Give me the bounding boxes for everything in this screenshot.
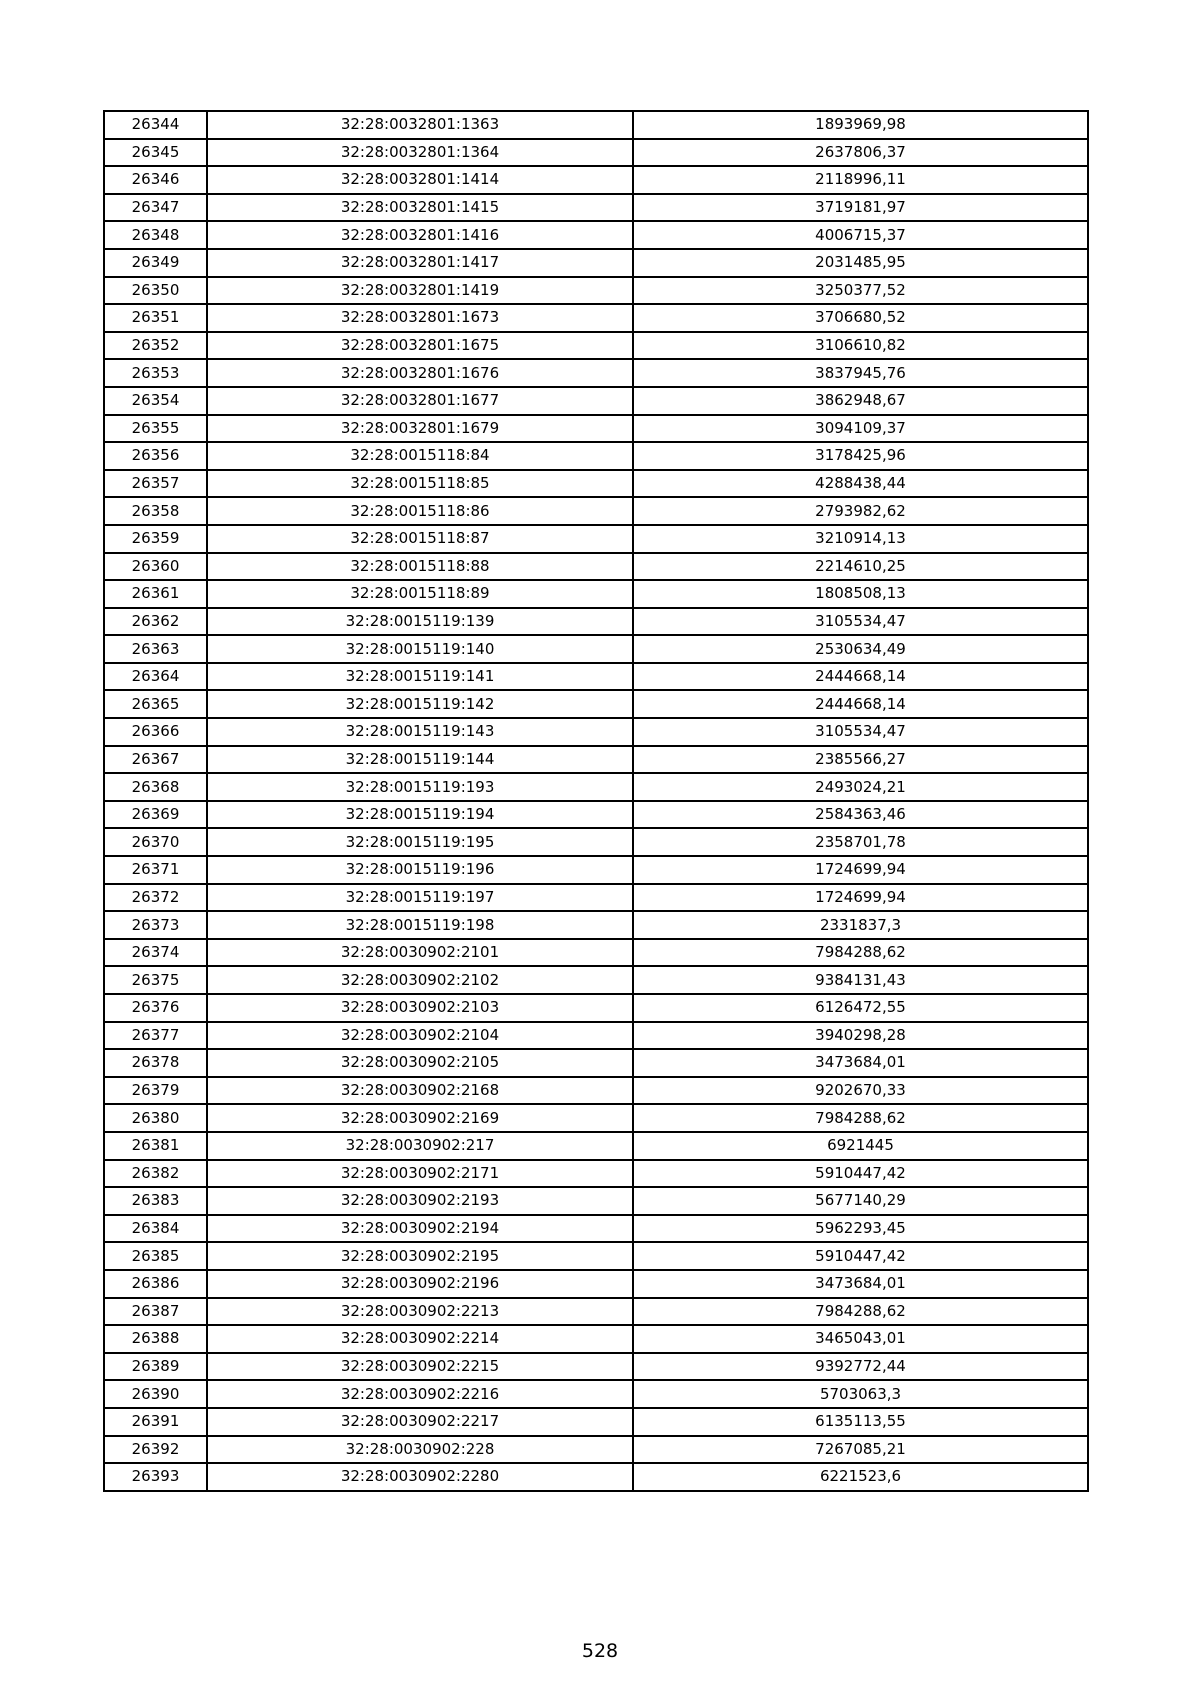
row-number-cell: 26360 [104, 553, 207, 581]
value-cell: 3473684,01 [633, 1049, 1088, 1077]
row-number-cell: 26354 [104, 387, 207, 415]
table-row [104, 635, 1088, 663]
table-row [104, 1408, 1088, 1436]
cadastral-number-cell: 32:28:0032801:1417 [207, 249, 633, 277]
value-cell: 7984288,62 [633, 1298, 1088, 1326]
row-number-cell: 26377 [104, 1022, 207, 1050]
cadastral-number-cell: 32:28:0015118:86 [207, 497, 633, 525]
table-row [104, 1298, 1088, 1326]
cadastral-number-cell: 32:28:0030902:2105 [207, 1049, 633, 1077]
cadastral-number-cell: 32:28:0032801:1673 [207, 304, 633, 332]
row-number-cell: 26379 [104, 1077, 207, 1105]
value-cell: 3178425,96 [633, 442, 1088, 470]
table-row [104, 304, 1088, 332]
cadastral-number-cell: 32:28:0015118:87 [207, 525, 633, 553]
row-number-cell: 26363 [104, 635, 207, 663]
row-number-cell: 26352 [104, 332, 207, 360]
value-cell: 2584363,46 [633, 801, 1088, 829]
table-row [104, 994, 1088, 1022]
cadastral-number-cell: 32:28:0030902:2171 [207, 1160, 633, 1188]
cadastral-number-cell: 32:28:0030902:2194 [207, 1215, 633, 1243]
cadastral-number-cell: 32:28:0015119:194 [207, 801, 633, 829]
value-cell: 1808508,13 [633, 580, 1088, 608]
cadastral-number-cell: 32:28:0032801:1416 [207, 221, 633, 249]
cadastral-number-cell: 32:28:0032801:1677 [207, 387, 633, 415]
value-cell: 2385566,27 [633, 746, 1088, 774]
cadastral-number-cell: 32:28:0030902:2217 [207, 1408, 633, 1436]
value-cell: 9202670,33 [633, 1077, 1088, 1105]
value-cell: 6221523,6 [633, 1463, 1088, 1491]
value-cell: 3210914,13 [633, 525, 1088, 553]
table-row [104, 801, 1088, 829]
cadastral-number-cell: 32:28:0032801:1675 [207, 332, 633, 360]
table-row [104, 746, 1088, 774]
table-row [104, 1436, 1088, 1464]
table-row [104, 1270, 1088, 1298]
value-cell: 6126472,55 [633, 994, 1088, 1022]
row-number-cell: 26389 [104, 1353, 207, 1381]
cadastral-number-cell: 32:28:0030902:2193 [207, 1187, 633, 1215]
cadastral-number-cell: 32:28:0015119:143 [207, 718, 633, 746]
value-cell: 3106610,82 [633, 332, 1088, 360]
row-number-cell: 26361 [104, 580, 207, 608]
cadastral-number-cell: 32:28:0015119:195 [207, 828, 633, 856]
cadastral-number-cell: 32:28:0030902:2216 [207, 1380, 633, 1408]
table-row [104, 1104, 1088, 1132]
row-number-cell: 26383 [104, 1187, 207, 1215]
value-cell: 2031485,95 [633, 249, 1088, 277]
cadastral-number-cell: 32:28:0015118:85 [207, 470, 633, 498]
row-number-cell: 26381 [104, 1132, 207, 1160]
row-number-cell: 26388 [104, 1325, 207, 1353]
table-row [104, 939, 1088, 967]
cadastral-number-cell: 32:28:0015119:197 [207, 884, 633, 912]
value-cell: 7984288,62 [633, 1104, 1088, 1132]
value-cell: 7984288,62 [633, 939, 1088, 967]
cadastral-number-cell: 32:28:0030902:2168 [207, 1077, 633, 1105]
table-row [104, 1463, 1088, 1491]
value-cell: 2493024,21 [633, 773, 1088, 801]
row-number-cell: 26357 [104, 470, 207, 498]
row-number-cell: 26378 [104, 1049, 207, 1077]
table-row [104, 1215, 1088, 1243]
cadastral-number-cell: 32:28:0015119:196 [207, 856, 633, 884]
table-row [104, 580, 1088, 608]
row-number-cell: 26353 [104, 359, 207, 387]
row-number-cell: 26367 [104, 746, 207, 774]
table-row [104, 690, 1088, 718]
row-number-cell: 26380 [104, 1104, 207, 1132]
value-cell: 2331837,3 [633, 911, 1088, 939]
value-cell: 3862948,67 [633, 387, 1088, 415]
value-cell: 5677140,29 [633, 1187, 1088, 1215]
cadastral-number-cell: 32:28:0015119:141 [207, 663, 633, 691]
table-row [104, 553, 1088, 581]
cadastral-number-cell: 32:28:0015119:193 [207, 773, 633, 801]
value-cell: 3105534,47 [633, 608, 1088, 636]
cadastral-number-cell: 32:28:0015118:84 [207, 442, 633, 470]
table-row [104, 608, 1088, 636]
value-cell: 7267085,21 [633, 1436, 1088, 1464]
table-row [104, 332, 1088, 360]
value-cell: 5703063,3 [633, 1380, 1088, 1408]
row-number-cell: 26382 [104, 1160, 207, 1188]
table-row [104, 166, 1088, 194]
value-cell: 2214610,25 [633, 553, 1088, 581]
cadastral-number-cell: 32:28:0030902:2280 [207, 1463, 633, 1491]
cadastral-number-cell: 32:28:0030902:2104 [207, 1022, 633, 1050]
table-row [104, 277, 1088, 305]
row-number-cell: 26347 [104, 194, 207, 222]
table-row [104, 415, 1088, 443]
cadastral-number-cell: 32:28:0030902:2196 [207, 1270, 633, 1298]
value-cell: 2530634,49 [633, 635, 1088, 663]
cadastral-number-cell: 32:28:0030902:2215 [207, 1353, 633, 1381]
table-row [104, 1132, 1088, 1160]
table-row [104, 1022, 1088, 1050]
value-cell: 6921445 [633, 1132, 1088, 1160]
table-row [104, 1353, 1088, 1381]
cadastral-number-cell: 32:28:0032801:1679 [207, 415, 633, 443]
cadastral-number-cell: 32:28:0015118:88 [207, 553, 633, 581]
cadastral-number-cell: 32:28:0015119:144 [207, 746, 633, 774]
row-number-cell: 26368 [104, 773, 207, 801]
table-row [104, 221, 1088, 249]
value-cell: 3473684,01 [633, 1270, 1088, 1298]
cadastral-number-cell: 32:28:0030902:2103 [207, 994, 633, 1022]
value-cell: 4006715,37 [633, 221, 1088, 249]
value-cell: 5910447,42 [633, 1160, 1088, 1188]
cadastral-number-cell: 32:28:0030902:2214 [207, 1325, 633, 1353]
table-row [104, 663, 1088, 691]
table-row [104, 111, 1088, 139]
table-row [104, 194, 1088, 222]
table-row [104, 884, 1088, 912]
row-number-cell: 26359 [104, 525, 207, 553]
cadastral-number-cell: 32:28:0030902:228 [207, 1436, 633, 1464]
row-number-cell: 26373 [104, 911, 207, 939]
table-body [104, 111, 1088, 1491]
row-number-cell: 26390 [104, 1380, 207, 1408]
row-number-cell: 26391 [104, 1408, 207, 1436]
value-cell: 3719181,97 [633, 194, 1088, 222]
cadastral-number-cell: 32:28:0015119:139 [207, 608, 633, 636]
row-number-cell: 26362 [104, 608, 207, 636]
value-cell: 2118996,11 [633, 166, 1088, 194]
table-row [104, 1325, 1088, 1353]
cadastral-number-cell: 32:28:0030902:2169 [207, 1104, 633, 1132]
value-cell: 2444668,14 [633, 663, 1088, 691]
row-number-cell: 26356 [104, 442, 207, 470]
row-number-cell: 26355 [104, 415, 207, 443]
cadastral-number-cell: 32:28:0015119:142 [207, 690, 633, 718]
value-cell: 6135113,55 [633, 1408, 1088, 1436]
data-table [103, 110, 1089, 1492]
row-number-cell: 26386 [104, 1270, 207, 1298]
value-cell: 3465043,01 [633, 1325, 1088, 1353]
row-number-cell: 26366 [104, 718, 207, 746]
row-number-cell: 26365 [104, 690, 207, 718]
cadastral-number-cell: 32:28:0032801:1676 [207, 359, 633, 387]
table-row [104, 1380, 1088, 1408]
value-cell: 1724699,94 [633, 856, 1088, 884]
value-cell: 3105534,47 [633, 718, 1088, 746]
table-row [104, 828, 1088, 856]
table-row [104, 359, 1088, 387]
row-number-cell: 26349 [104, 249, 207, 277]
cadastral-number-cell: 32:28:0030902:217 [207, 1132, 633, 1160]
value-cell: 3250377,52 [633, 277, 1088, 305]
value-cell: 2637806,37 [633, 139, 1088, 167]
value-cell: 4288438,44 [633, 470, 1088, 498]
row-number-cell: 26384 [104, 1215, 207, 1243]
row-number-cell: 26372 [104, 884, 207, 912]
cadastral-number-cell: 32:28:0030902:2101 [207, 939, 633, 967]
table-row [104, 1077, 1088, 1105]
value-cell: 5910447,42 [633, 1242, 1088, 1270]
row-number-cell: 26376 [104, 994, 207, 1022]
row-number-cell: 26385 [104, 1242, 207, 1270]
cadastral-number-cell: 32:28:0030902:2102 [207, 966, 633, 994]
row-number-cell: 26393 [104, 1463, 207, 1491]
table-row [104, 773, 1088, 801]
row-number-cell: 26387 [104, 1298, 207, 1326]
row-number-cell: 26392 [104, 1436, 207, 1464]
cadastral-number-cell: 32:28:0030902:2195 [207, 1242, 633, 1270]
row-number-cell: 26371 [104, 856, 207, 884]
table-row [104, 442, 1088, 470]
value-cell: 3837945,76 [633, 359, 1088, 387]
value-cell: 2444668,14 [633, 690, 1088, 718]
value-cell: 1724699,94 [633, 884, 1088, 912]
table-row [104, 718, 1088, 746]
value-cell: 2793982,62 [633, 497, 1088, 525]
cadastral-number-cell: 32:28:0015118:89 [207, 580, 633, 608]
table-row [104, 1160, 1088, 1188]
value-cell: 3094109,37 [633, 415, 1088, 443]
row-number-cell: 26374 [104, 939, 207, 967]
cadastral-number-cell: 32:28:0030902:2213 [207, 1298, 633, 1326]
table-row [104, 497, 1088, 525]
table-row [104, 911, 1088, 939]
table-row [104, 249, 1088, 277]
row-number-cell: 26358 [104, 497, 207, 525]
table-row [104, 387, 1088, 415]
table-row [104, 525, 1088, 553]
value-cell: 1893969,98 [633, 111, 1088, 139]
row-number-cell: 26370 [104, 828, 207, 856]
page-number: 528 [581, 1640, 619, 1662]
cadastral-number-cell: 32:28:0032801:1419 [207, 277, 633, 305]
table-row [104, 139, 1088, 167]
row-number-cell: 26350 [104, 277, 207, 305]
cadastral-number-cell: 32:28:0032801:1414 [207, 166, 633, 194]
value-cell: 9384131,43 [633, 966, 1088, 994]
row-number-cell: 26364 [104, 663, 207, 691]
cadastral-number-cell: 32:28:0015119:198 [207, 911, 633, 939]
row-number-cell: 26346 [104, 166, 207, 194]
row-number-cell: 26351 [104, 304, 207, 332]
value-cell: 3706680,52 [633, 304, 1088, 332]
table-row [104, 856, 1088, 884]
row-number-cell: 26375 [104, 966, 207, 994]
table-row [104, 1242, 1088, 1270]
row-number-cell: 26348 [104, 221, 207, 249]
table-row [104, 966, 1088, 994]
cadastral-number-cell: 32:28:0032801:1415 [207, 194, 633, 222]
row-number-cell: 26344 [104, 111, 207, 139]
table-row [104, 1187, 1088, 1215]
value-cell: 2358701,78 [633, 828, 1088, 856]
table-row [104, 1049, 1088, 1077]
row-number-cell: 26369 [104, 801, 207, 829]
cadastral-number-cell: 32:28:0032801:1364 [207, 139, 633, 167]
table-row [104, 470, 1088, 498]
cadastral-number-cell: 32:28:0032801:1363 [207, 111, 633, 139]
value-cell: 9392772,44 [633, 1353, 1088, 1381]
row-number-cell: 26345 [104, 139, 207, 167]
cadastral-number-cell: 32:28:0015119:140 [207, 635, 633, 663]
value-cell: 3940298,28 [633, 1022, 1088, 1050]
value-cell: 5962293,45 [633, 1215, 1088, 1243]
